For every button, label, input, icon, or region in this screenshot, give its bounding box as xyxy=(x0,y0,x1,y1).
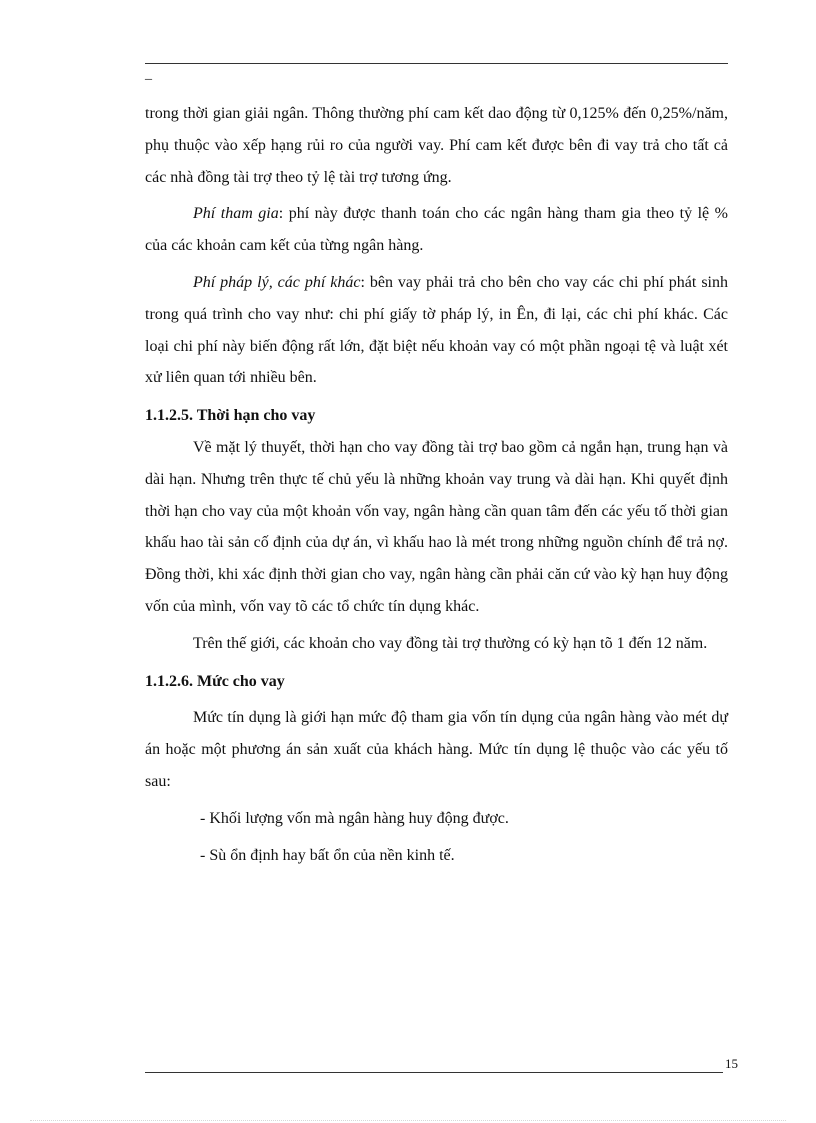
page-bottom-border xyxy=(30,1120,786,1121)
list-item: - Sù ổn định hay bất ổn của nền kinh tế. xyxy=(200,846,455,864)
paragraph-legal-fee xyxy=(145,267,728,394)
paragraph-commitment-fee: trong thời gian giải ngân. Thông thường phí cam kết dao động từ 0,125% đến 0,25%/năm, phụ thuộc vào xếp hạng rủi ro của người vay. Phí cam kết được bên đi vay trả cho tất cả các nhà đồng tài trợ theo tỷ lệ tài trợ tương ứng. xyxy=(145,105,728,186)
page-number: 15 xyxy=(725,1056,738,1071)
legal-fee-text: : bên vay phải trả cho bên cho vay các chi phí phát sinh trong quá trình cho vay như: chi phí giấy tờ pháp lý, in Ên, đi lại, các chi phí khác. Các loại chi phí này biến động rất lớn, đặt biệt nếu khoản vay có một phần ngoại tệ và luật xét xử liên quan tới nhiều bên. xyxy=(145,273,728,387)
section-heading-loan-amount: 1.1.2.6. Mức cho vay xyxy=(145,672,285,690)
participation-fee-text: : phí này được thanh toán cho các ngân hàng tham gia theo tỷ lệ % của các khoản cam kết của từng ngân hàng. xyxy=(145,205,728,255)
paragraph-participation-fee xyxy=(145,198,728,262)
term-participation-fee: Phí tham gia xyxy=(193,205,279,223)
header-rule xyxy=(145,63,728,64)
term-legal-fee: Phí pháp lý, các phí khác xyxy=(193,273,361,291)
header-mark: _ xyxy=(145,67,152,82)
footer-rule xyxy=(145,1072,723,1073)
paragraph-loan-term-world: Trên thế giới, các khoản cho vay đồng tài trợ thường có kỳ hạn tõ 1 đến 12 năm. xyxy=(193,634,708,652)
list-item: - Khối lượng vốn mà ngân hàng huy động được. xyxy=(200,809,509,827)
paragraph-loan-amount: Mức tín dụng là giới hạn mức độ tham gia vốn tín dụng của ngân hàng vào mét dự án hoặc một phương án sản xuất của khách hàng. Mức tín dụng lệ thuộc vào các yếu tố sau: xyxy=(145,709,728,790)
page-body xyxy=(145,98,728,871)
section-heading-loan-term: 1.1.2.5. Thời hạn cho vay xyxy=(145,407,316,425)
paragraph-loan-term: Về mặt lý thuyết, thời hạn cho vay đồng tài trợ bao gồm cả ngắn hạn, trung hạn và dài hạn. Nhưng trên thực tế chủ yếu là những khoản vay trung và dài hạn. Khi quyết định thời hạn cho vay của một khoản vốn vay, ngân hàng cần quan tâm đến các yếu tố thời gian khấu hao tài sản cố định của dự án, vì khấu hao là mét trong những nguồn chính để trả nợ. Đồng thời, khi xác định thời gian cho vay, ngân hàng cần phải căn cứ vào kỳ hạn huy động vốn của mình, vốn vay tõ các tổ chức tín dụng khác. xyxy=(145,438,728,615)
